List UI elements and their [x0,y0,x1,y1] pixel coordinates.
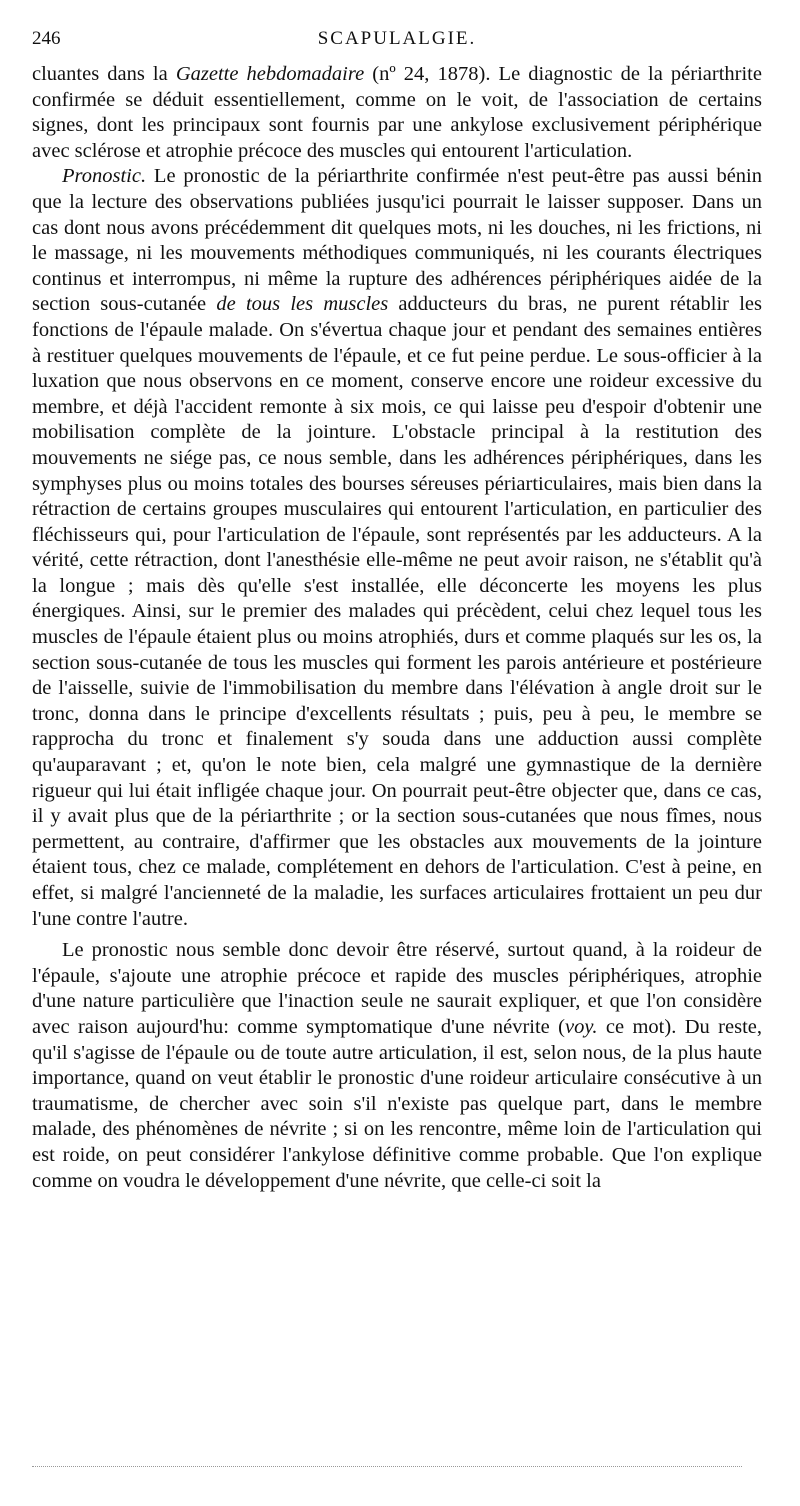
text-run: ce mot). Du reste, qu'il s'agisse de l'épaule ou de toute autre articulation, il est, selon nous, de la plus haute importance, quand on veut établir le pronostic d'une roideur articulaire consécutive à un traumatisme, de chercher avec soin s'il n'existe pas quelque part, dans le membre malade, des phénomènes de névrite ; si on les rencontre, même loin de l'articulation qui est roide, on peut considérer l'ankylose définitive comme probable. Que l'on explique comme on voudra le développement d'une névrite, que celle-ci soit la [32,1015,763,1192]
running-title: SCAPULALGIE. [317,28,477,49]
paragraph [32,164,762,932]
page-header [32,28,762,62]
italic-text: Pronostic. [62,165,147,188]
text-run: Le pronostic de la périarthrite confirmée n'est peut-être pas aussi bénin que la lecture des observations publiées jusqu'ici pourrait le laisser supposer. Dans un cas dont nous avons précédemment dit quelques mots, ni les douches, ni les frictions, ni le massage, ni les mouvements méthodiques communiqués, ni les courants électriques continus et interrompus, ni même la rupture des adhérences périphériques aidée de la section sous-cutanée [32,165,762,316]
italic-text: de tous les muscles [216,293,389,316]
document-page [32,28,762,1194]
italic-text: voy. [565,1015,598,1038]
italic-text: Gazette hebdomadaire [175,63,365,85]
text-run: Le pronostic nous semble donc devoir être réservé, surtout quand, à la roideur de l'épaule, s'ajoute une atrophie précoce et rapide des muscles périphériques, atrophie d'une nature particulière que l'inaction seule ne saurait expliquer, et que l'on considère avec raison aujourd'hu: comme symptomatique d'une névrite ( [32,939,762,1038]
body-text [32,62,762,1194]
text-run: adducteurs du bras, ne purent rétablir les fonctions de l'épaule malade. On s'évertua chaque jour et pendant des semaines entières à restituer quelques mouvements de l'épaule, et ce fut peine perdue. Le sous-officier à la luxation que nous observons en ce moment, conserve encore une roideur excessive du membre, et déjà l'accident remonte à six mois, ce qui laisse peu d'espoir d'obtenir une mobilisation complète de la jointure. L'obstacle principal à la restitution des mouvements ne siége pas, ce nous semble, dans les adhérences périphériques, dans les symphyses plus ou moins totales des bourses séreuses périarticulaires, mais bien dans la rétraction de certains groupes musculaires qui entourent l'articulation, en particulier des fléchisseurs qui, pour l'articulation de l'épaule, sont représentés par les adducteurs. A la vérité, cette rétraction, dont l'anesthésie elle-même ne peut avoir raison, ne s'établit qu'à la longue ; mais dès qu'elle s'est installée, elle déconcerte les moyens les plus énergiques. Ainsi, sur le premier des malades qui précèdent, celui chez lequel tous les muscles de l'épaule étaient plus ou moins atrophiés, durs et comme plaqués sur les os, la section sous-cutanée de tous les muscles qui forment les parois antérieure et postérieure de l'aisselle, suivie de l'immobilisation du membre dans l'élévation à angle droit sur le tronc, donna dans le principe d'excellents résultats ; puis, peu à peu, le membre se rapprocha du tronc et finalement s'y souda dans une adduction aussi complète qu'auparavant ; et, qu'on le note bien, cela malgré une gymnastique de la dernière rigueur qui lui était infligée chaque jour. On pourrait peut-être objecter que, dans ce cas, il y avait plus que de la périarthrite ; or la section sous-cutanées que nous fîmes, nous permettent, au contraire, d'affirmer que les obstacles aux mouvements de la jointure étaient tous, chez ce malade, complétement en dehors de l'articulation. C'est à peine, en effet, si malgré l'ancienneté de la maladie, les surfaces articulaires frottaient un peu dur l'une contre l'autre. [32,293,762,930]
paragraph [32,938,762,1194]
footer-divider [32,1466,742,1467]
text-run: (nº 24, 1878). Le diagnostic de la périarthrite confirmée se déduit essentiellement, comme on le voit, de l'association de certains signes, dont les principaux sont fournis par une ankylose exclusivement périphérique avec sclérose et atrophie précoce des muscles qui entourent l'articulation. [32,63,762,162]
text-run: cluantes dans la [32,63,176,85]
page-number: 246 [32,28,61,49]
paragraph [32,62,762,164]
